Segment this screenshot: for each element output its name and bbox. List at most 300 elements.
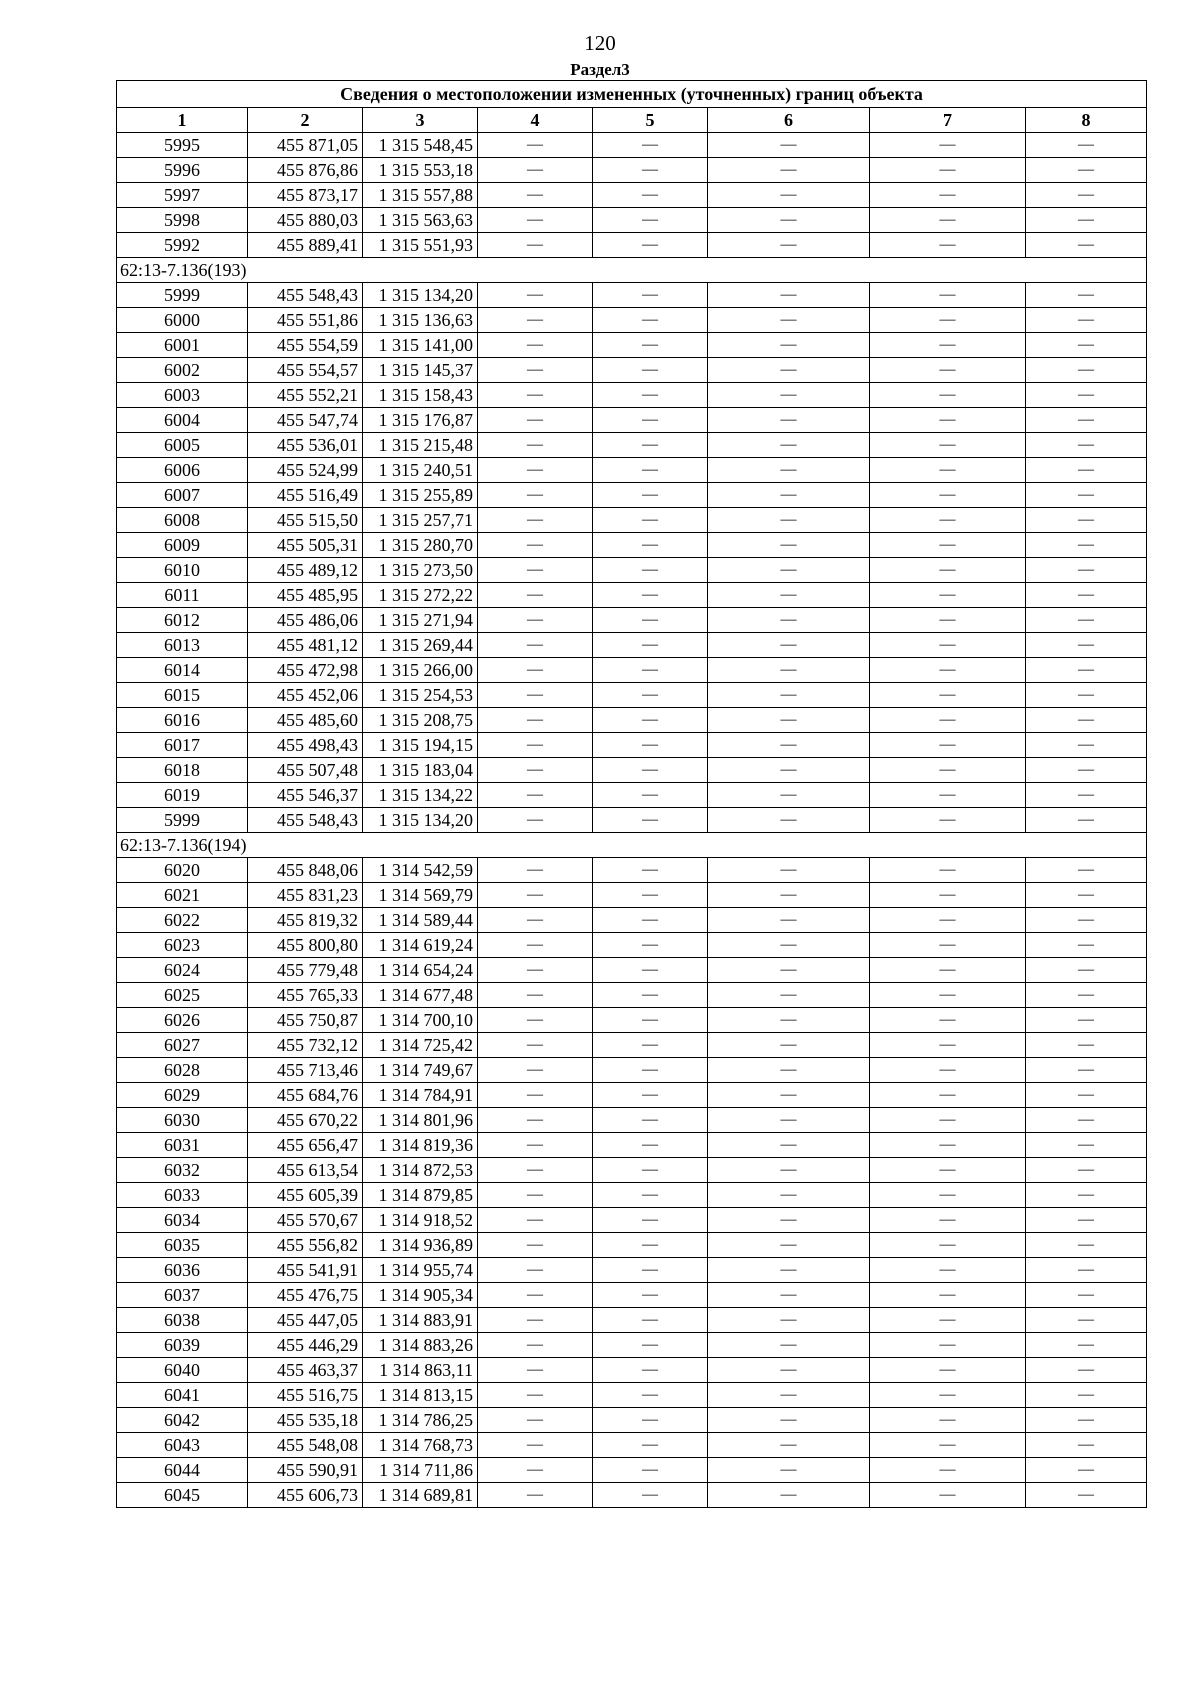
empty-value-cell: —	[593, 658, 708, 683]
empty-value-cell: —	[593, 558, 708, 583]
y-coordinate-cell: 1 315 255,89	[363, 483, 478, 508]
table-row	[117, 1058, 1147, 1083]
empty-value-cell: —	[593, 783, 708, 808]
empty-value-cell: —	[1026, 708, 1147, 733]
point-number-cell: 6001	[117, 333, 248, 358]
empty-value-cell: —	[870, 483, 1026, 508]
y-coordinate-cell: 1 315 273,50	[363, 558, 478, 583]
y-coordinate-cell: 1 315 240,51	[363, 458, 478, 483]
y-coordinate-cell: 1 314 905,34	[363, 1283, 478, 1308]
empty-value-cell: —	[1026, 383, 1147, 408]
empty-value-cell: —	[708, 1233, 870, 1258]
y-coordinate-cell: 1 314 654,24	[363, 958, 478, 983]
empty-value-cell: —	[1026, 358, 1147, 383]
empty-value-cell: —	[870, 183, 1026, 208]
empty-value-cell: —	[1026, 1308, 1147, 1333]
empty-value-cell: —	[870, 558, 1026, 583]
y-coordinate-cell: 1 315 557,88	[363, 183, 478, 208]
point-number-cell: 6014	[117, 658, 248, 683]
empty-value-cell: —	[1026, 658, 1147, 683]
table-row	[117, 1383, 1147, 1408]
table-row	[117, 908, 1147, 933]
point-number-cell: 6021	[117, 883, 248, 908]
empty-value-cell: —	[708, 858, 870, 883]
x-coordinate-cell: 455 871,05	[248, 133, 363, 158]
empty-value-cell: —	[478, 1358, 593, 1383]
empty-value-cell: —	[708, 1358, 870, 1383]
empty-value-cell: —	[1026, 783, 1147, 808]
table-row	[117, 408, 1147, 433]
empty-value-cell: —	[593, 158, 708, 183]
empty-value-cell: —	[870, 783, 1026, 808]
empty-value-cell: —	[708, 383, 870, 408]
empty-value-cell: —	[708, 1033, 870, 1058]
empty-value-cell: —	[593, 1458, 708, 1483]
x-coordinate-cell: 455 732,12	[248, 1033, 363, 1058]
empty-value-cell: —	[708, 433, 870, 458]
point-number-cell: 6004	[117, 408, 248, 433]
empty-value-cell: —	[870, 1008, 1026, 1033]
table-row	[117, 1033, 1147, 1058]
empty-value-cell: —	[708, 358, 870, 383]
y-coordinate-cell: 1 315 134,20	[363, 808, 478, 833]
empty-value-cell: —	[870, 1183, 1026, 1208]
table-row	[117, 533, 1147, 558]
empty-value-cell: —	[1026, 508, 1147, 533]
y-coordinate-cell: 1 314 569,79	[363, 883, 478, 908]
empty-value-cell: —	[593, 983, 708, 1008]
empty-value-cell: —	[593, 1208, 708, 1233]
empty-value-cell: —	[478, 958, 593, 983]
empty-value-cell: —	[1026, 333, 1147, 358]
empty-value-cell: —	[478, 1458, 593, 1483]
table-row	[117, 1483, 1147, 1508]
empty-value-cell: —	[1026, 558, 1147, 583]
empty-value-cell: —	[708, 883, 870, 908]
empty-value-cell: —	[1026, 233, 1147, 258]
empty-value-cell: —	[1026, 408, 1147, 433]
point-number-cell: 6002	[117, 358, 248, 383]
empty-value-cell: —	[708, 633, 870, 658]
point-number-cell: 5997	[117, 183, 248, 208]
empty-value-cell: —	[1026, 1458, 1147, 1483]
empty-value-cell: —	[708, 233, 870, 258]
point-number-cell: 6017	[117, 733, 248, 758]
y-coordinate-cell: 1 314 768,73	[363, 1433, 478, 1458]
table-row	[117, 1008, 1147, 1033]
point-number-cell: 6036	[117, 1258, 248, 1283]
group-label-row	[117, 258, 1147, 283]
empty-value-cell: —	[478, 408, 593, 433]
empty-value-cell: —	[478, 1033, 593, 1058]
x-coordinate-cell: 455 779,48	[248, 958, 363, 983]
table-row	[117, 1233, 1147, 1258]
point-number-cell: 6022	[117, 908, 248, 933]
empty-value-cell: —	[593, 1333, 708, 1358]
point-number-cell: 6033	[117, 1183, 248, 1208]
empty-value-cell: —	[478, 1383, 593, 1408]
empty-value-cell: —	[1026, 1283, 1147, 1308]
table-row	[117, 1208, 1147, 1233]
point-number-cell: 6020	[117, 858, 248, 883]
table-row	[117, 783, 1147, 808]
table-row	[117, 508, 1147, 533]
empty-value-cell: —	[870, 958, 1026, 983]
empty-value-cell: —	[478, 233, 593, 258]
empty-value-cell: —	[593, 1008, 708, 1033]
column-header: 6	[708, 108, 870, 133]
empty-value-cell: —	[708, 1458, 870, 1483]
x-coordinate-cell: 455 556,82	[248, 1233, 363, 1258]
coordinates-table	[116, 80, 1147, 1508]
empty-value-cell: —	[708, 1208, 870, 1233]
point-number-cell: 6013	[117, 633, 248, 658]
x-coordinate-cell: 455 505,31	[248, 533, 363, 558]
point-number-cell: 6043	[117, 1433, 248, 1458]
empty-value-cell: —	[1026, 533, 1147, 558]
empty-value-cell: —	[870, 333, 1026, 358]
empty-value-cell: —	[870, 358, 1026, 383]
empty-value-cell: —	[593, 808, 708, 833]
empty-value-cell: —	[478, 1483, 593, 1508]
empty-value-cell: —	[870, 1058, 1026, 1083]
empty-value-cell: —	[593, 858, 708, 883]
empty-value-cell: —	[1026, 758, 1147, 783]
x-coordinate-cell: 455 554,59	[248, 333, 363, 358]
empty-value-cell: —	[870, 658, 1026, 683]
x-coordinate-cell: 455 656,47	[248, 1133, 363, 1158]
empty-value-cell: —	[1026, 1008, 1147, 1033]
point-number-cell: 6007	[117, 483, 248, 508]
empty-value-cell: —	[1026, 1208, 1147, 1233]
empty-value-cell: —	[593, 583, 708, 608]
empty-value-cell: —	[1026, 1033, 1147, 1058]
y-coordinate-cell: 1 314 872,53	[363, 1158, 478, 1183]
empty-value-cell: —	[478, 658, 593, 683]
empty-value-cell: —	[478, 808, 593, 833]
table-row	[117, 483, 1147, 508]
point-number-cell: 5995	[117, 133, 248, 158]
empty-value-cell: —	[708, 508, 870, 533]
empty-value-cell: —	[870, 308, 1026, 333]
empty-value-cell: —	[593, 433, 708, 458]
point-number-cell: 6003	[117, 383, 248, 408]
point-number-cell: 6018	[117, 758, 248, 783]
point-number-cell: 6000	[117, 308, 248, 333]
table-row	[117, 1283, 1147, 1308]
empty-value-cell: —	[708, 933, 870, 958]
empty-value-cell: —	[478, 633, 593, 658]
empty-value-cell: —	[593, 1183, 708, 1208]
empty-value-cell: —	[478, 1308, 593, 1333]
empty-value-cell: —	[1026, 483, 1147, 508]
point-number-cell: 6027	[117, 1033, 248, 1058]
empty-value-cell: —	[478, 208, 593, 233]
empty-value-cell: —	[478, 708, 593, 733]
empty-value-cell: —	[870, 1208, 1026, 1233]
y-coordinate-cell: 1 314 955,74	[363, 1258, 478, 1283]
x-coordinate-cell: 455 548,43	[248, 283, 363, 308]
empty-value-cell: —	[593, 1283, 708, 1308]
empty-value-cell: —	[478, 583, 593, 608]
x-coordinate-cell: 455 552,21	[248, 383, 363, 408]
empty-value-cell: —	[870, 1083, 1026, 1108]
empty-value-cell: —	[870, 1258, 1026, 1283]
empty-value-cell: —	[593, 1433, 708, 1458]
empty-value-cell: —	[478, 133, 593, 158]
table-row	[117, 658, 1147, 683]
column-header: 3	[363, 108, 478, 133]
empty-value-cell: —	[870, 533, 1026, 558]
point-number-cell: 6010	[117, 558, 248, 583]
x-coordinate-cell: 455 800,80	[248, 933, 363, 958]
empty-value-cell: —	[708, 1008, 870, 1033]
empty-value-cell: —	[1026, 1483, 1147, 1508]
empty-value-cell: —	[1026, 133, 1147, 158]
empty-value-cell: —	[870, 1358, 1026, 1383]
table-row	[117, 1408, 1147, 1433]
y-coordinate-cell: 1 314 784,91	[363, 1083, 478, 1108]
empty-value-cell: —	[593, 408, 708, 433]
empty-value-cell: —	[478, 1108, 593, 1133]
empty-value-cell: —	[708, 958, 870, 983]
empty-value-cell: —	[478, 933, 593, 958]
point-number-cell: 6039	[117, 1333, 248, 1358]
empty-value-cell: —	[870, 1333, 1026, 1358]
empty-value-cell: —	[1026, 308, 1147, 333]
empty-value-cell: —	[708, 408, 870, 433]
empty-value-cell: —	[870, 858, 1026, 883]
point-number-cell: 6045	[117, 1483, 248, 1508]
table-row	[117, 308, 1147, 333]
empty-value-cell: —	[870, 283, 1026, 308]
y-coordinate-cell: 1 315 548,45	[363, 133, 478, 158]
y-coordinate-cell: 1 315 254,53	[363, 683, 478, 708]
x-coordinate-cell: 455 613,54	[248, 1158, 363, 1183]
y-coordinate-cell: 1 315 215,48	[363, 433, 478, 458]
empty-value-cell: —	[593, 1408, 708, 1433]
group-label: 62:13-7.136(193)	[117, 258, 1147, 283]
empty-value-cell: —	[593, 533, 708, 558]
column-header: 1	[117, 108, 248, 133]
empty-value-cell: —	[870, 408, 1026, 433]
table-row	[117, 383, 1147, 408]
empty-value-cell: —	[708, 283, 870, 308]
y-coordinate-cell: 1 314 786,25	[363, 1408, 478, 1433]
x-coordinate-cell: 455 819,32	[248, 908, 363, 933]
empty-value-cell: —	[870, 733, 1026, 758]
table-row	[117, 708, 1147, 733]
y-coordinate-cell: 1 315 551,93	[363, 233, 478, 258]
x-coordinate-cell: 455 605,39	[248, 1183, 363, 1208]
empty-value-cell: —	[870, 1283, 1026, 1308]
y-coordinate-cell: 1 314 689,81	[363, 1483, 478, 1508]
empty-value-cell: —	[1026, 858, 1147, 883]
point-number-cell: 6044	[117, 1458, 248, 1483]
empty-value-cell: —	[870, 1308, 1026, 1333]
table-row	[117, 1308, 1147, 1333]
empty-value-cell: —	[593, 758, 708, 783]
empty-value-cell: —	[870, 508, 1026, 533]
empty-value-cell: —	[478, 1083, 593, 1108]
group-label-row	[117, 833, 1147, 858]
empty-value-cell: —	[870, 433, 1026, 458]
x-coordinate-cell: 455 570,67	[248, 1208, 363, 1233]
empty-value-cell: —	[1026, 983, 1147, 1008]
empty-value-cell: —	[593, 183, 708, 208]
empty-value-cell: —	[870, 808, 1026, 833]
empty-value-cell: —	[593, 233, 708, 258]
empty-value-cell: —	[593, 1233, 708, 1258]
point-number-cell: 6008	[117, 508, 248, 533]
x-coordinate-cell: 455 507,48	[248, 758, 363, 783]
column-header-row	[117, 108, 1147, 133]
empty-value-cell: —	[870, 908, 1026, 933]
empty-value-cell: —	[1026, 433, 1147, 458]
y-coordinate-cell: 1 315 257,71	[363, 508, 478, 533]
empty-value-cell: —	[708, 308, 870, 333]
empty-value-cell: —	[708, 908, 870, 933]
y-coordinate-cell: 1 315 553,18	[363, 158, 478, 183]
table-row	[117, 608, 1147, 633]
table-row	[117, 358, 1147, 383]
x-coordinate-cell: 455 524,99	[248, 458, 363, 483]
y-coordinate-cell: 1 315 141,00	[363, 333, 478, 358]
empty-value-cell: —	[708, 1158, 870, 1183]
point-number-cell: 6028	[117, 1058, 248, 1083]
empty-value-cell: —	[478, 158, 593, 183]
empty-value-cell: —	[593, 1483, 708, 1508]
x-coordinate-cell: 455 476,75	[248, 1283, 363, 1308]
table-row	[117, 433, 1147, 458]
point-number-cell: 5999	[117, 808, 248, 833]
empty-value-cell: —	[870, 758, 1026, 783]
empty-value-cell: —	[478, 433, 593, 458]
empty-value-cell: —	[593, 733, 708, 758]
empty-value-cell: —	[593, 883, 708, 908]
table-row	[117, 958, 1147, 983]
table-row	[117, 183, 1147, 208]
y-coordinate-cell: 1 315 208,75	[363, 708, 478, 733]
table-title-row	[117, 81, 1147, 108]
table-title: Сведения о местоположении измененных (уточненных) границ объекта	[117, 81, 1147, 108]
empty-value-cell: —	[593, 1308, 708, 1333]
empty-value-cell: —	[593, 1033, 708, 1058]
empty-value-cell: —	[593, 1058, 708, 1083]
x-coordinate-cell: 455 489,12	[248, 558, 363, 583]
empty-value-cell: —	[478, 1408, 593, 1433]
empty-value-cell: —	[593, 958, 708, 983]
empty-value-cell: —	[708, 683, 870, 708]
empty-value-cell: —	[478, 1233, 593, 1258]
empty-value-cell: —	[593, 283, 708, 308]
table-row	[117, 1158, 1147, 1183]
empty-value-cell: —	[478, 983, 593, 1008]
empty-value-cell: —	[593, 133, 708, 158]
point-number-cell: 5992	[117, 233, 248, 258]
empty-value-cell: —	[708, 1408, 870, 1433]
empty-value-cell: —	[1026, 1433, 1147, 1458]
empty-value-cell: —	[708, 158, 870, 183]
empty-value-cell: —	[1026, 683, 1147, 708]
empty-value-cell: —	[708, 133, 870, 158]
table-row	[117, 733, 1147, 758]
empty-value-cell: —	[708, 1483, 870, 1508]
y-coordinate-cell: 1 315 134,22	[363, 783, 478, 808]
empty-value-cell: —	[708, 758, 870, 783]
point-number-cell: 5999	[117, 283, 248, 308]
table-row	[117, 133, 1147, 158]
empty-value-cell: —	[1026, 958, 1147, 983]
empty-value-cell: —	[708, 733, 870, 758]
x-coordinate-cell: 455 670,22	[248, 1108, 363, 1133]
empty-value-cell: —	[478, 1133, 593, 1158]
empty-value-cell: —	[870, 883, 1026, 908]
empty-value-cell: —	[478, 758, 593, 783]
empty-value-cell: —	[708, 708, 870, 733]
y-coordinate-cell: 1 314 819,36	[363, 1133, 478, 1158]
empty-value-cell: —	[708, 808, 870, 833]
table-row	[117, 683, 1147, 708]
empty-value-cell: —	[708, 658, 870, 683]
y-coordinate-cell: 1 314 677,48	[363, 983, 478, 1008]
x-coordinate-cell: 455 551,86	[248, 308, 363, 333]
empty-value-cell: —	[870, 583, 1026, 608]
empty-value-cell: —	[478, 1158, 593, 1183]
point-number-cell: 6005	[117, 433, 248, 458]
point-number-cell: 6025	[117, 983, 248, 1008]
y-coordinate-cell: 1 314 711,86	[363, 1458, 478, 1483]
empty-value-cell: —	[870, 608, 1026, 633]
empty-value-cell: —	[478, 333, 593, 358]
y-coordinate-cell: 1 315 272,22	[363, 583, 478, 608]
point-number-cell: 6006	[117, 458, 248, 483]
empty-value-cell: —	[1026, 1108, 1147, 1133]
y-coordinate-cell: 1 314 700,10	[363, 1008, 478, 1033]
empty-value-cell: —	[870, 383, 1026, 408]
empty-value-cell: —	[708, 1108, 870, 1133]
table-row	[117, 633, 1147, 658]
empty-value-cell: —	[478, 858, 593, 883]
empty-value-cell: —	[478, 883, 593, 908]
x-coordinate-cell: 455 876,86	[248, 158, 363, 183]
y-coordinate-cell: 1 314 879,85	[363, 1183, 478, 1208]
point-number-cell: 6035	[117, 1233, 248, 1258]
empty-value-cell: —	[478, 308, 593, 333]
y-coordinate-cell: 1 315 269,44	[363, 633, 478, 658]
point-number-cell: 6016	[117, 708, 248, 733]
empty-value-cell: —	[478, 358, 593, 383]
point-number-cell: 6040	[117, 1358, 248, 1383]
y-coordinate-cell: 1 314 589,44	[363, 908, 478, 933]
empty-value-cell: —	[593, 633, 708, 658]
point-number-cell: 6009	[117, 533, 248, 558]
empty-value-cell: —	[870, 458, 1026, 483]
x-coordinate-cell: 455 548,08	[248, 1433, 363, 1458]
x-coordinate-cell: 455 452,06	[248, 683, 363, 708]
x-coordinate-cell: 455 546,37	[248, 783, 363, 808]
empty-value-cell: —	[478, 683, 593, 708]
x-coordinate-cell: 455 873,17	[248, 183, 363, 208]
empty-value-cell: —	[478, 1433, 593, 1458]
x-coordinate-cell: 455 548,43	[248, 808, 363, 833]
table-row	[117, 1333, 1147, 1358]
empty-value-cell: —	[1026, 158, 1147, 183]
empty-value-cell: —	[1026, 808, 1147, 833]
empty-value-cell: —	[708, 333, 870, 358]
x-coordinate-cell: 455 536,01	[248, 433, 363, 458]
x-coordinate-cell: 455 516,49	[248, 483, 363, 508]
